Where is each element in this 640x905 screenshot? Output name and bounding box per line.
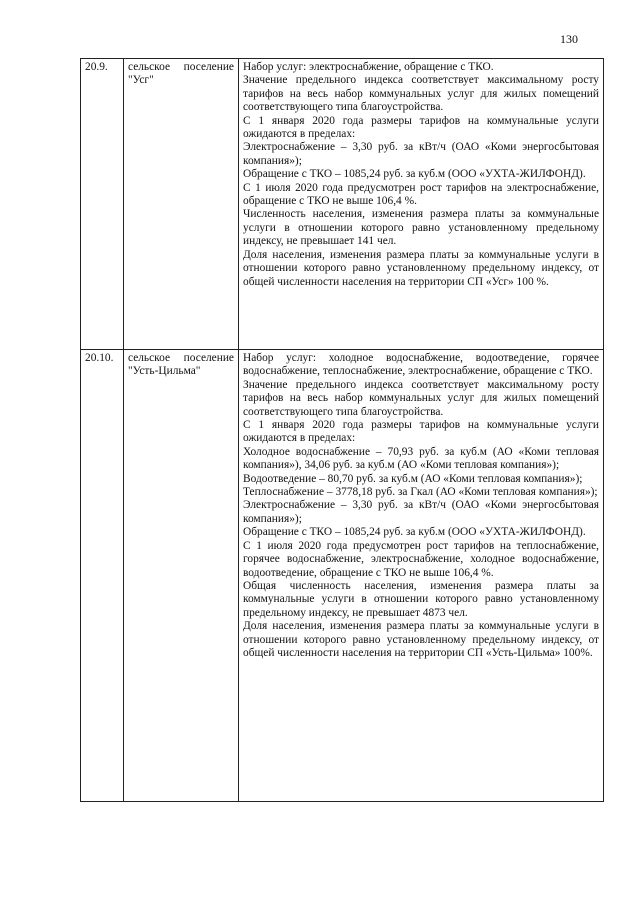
paragraph: Водоотведение – 80,70 руб. за куб.м (АО «Коми тепловая компания»); <box>243 472 583 485</box>
paragraph: Набор услуг: электроснабжение, обращение с ТКО. <box>243 61 494 73</box>
tariff-table <box>80 58 604 802</box>
paragraph: Обращение с ТКО – 1085,24 руб. за куб.м (ООО «УХТА-ЖИЛФОНД). <box>243 526 586 539</box>
paragraph: Численность населения, изменения размера платы за коммунальные услуги в отношении которого равно установленному предельному индексу, не превышает 141 чел. <box>243 208 599 248</box>
paragraph: Общая численность населения, изменения размера платы за коммунальные услуги в отношении которого равно установленному предельному индексу, не превышает 4873 чел. <box>243 579 599 619</box>
table-row <box>81 350 604 802</box>
paragraph: Значение предельного индекса соответствует максимальному росту тарифов на весь набор коммунальных услуг для жилых помещений соответствующего типа благоустройства. <box>243 74 599 114</box>
paragraph: С 1 июля 2020 года предусмотрен рост тарифов на теплоснабжение, горячее водоснабжение, электроснабжение, холодное водоснабжение, водоотведение, обращение с ТКО не выше 106,4 %. <box>243 539 599 579</box>
settlement-name: сельское поселение "Усть-Цильма" <box>124 350 239 802</box>
paragraph: Теплоснабжение – 3778,18 руб. за Гкал (АО «Коми тепловая компания»); <box>243 486 598 499</box>
paragraph: Значение предельного индекса соответствует максимальному росту тарифов на весь набор коммунальных услуг для жилых помещений соответствующего типа благоустройства. <box>243 378 599 418</box>
paragraph: Электроснабжение – 3,30 руб. за кВт/ч (ОАО «Коми энергосбытовая компания»); <box>243 499 599 525</box>
paragraph: Доля населения, изменения размера платы за коммунальные услуги в отношении которого равно установленному предельному индексу, от общей численности населения на территории СП «Усг» 100 %. <box>243 248 599 288</box>
tariff-description <box>239 350 604 802</box>
paragraph: С 1 января 2020 года размеры тарифов на коммунальные услуги ожидаются в пределах: <box>243 419 599 445</box>
paragraph: Электроснабжение – 3,30 руб. за кВт/ч (ОАО «Коми энергосбытовая компания»); <box>243 141 599 167</box>
paragraph: Набор услуг: холодное водоснабжение, водоотведение, горячее водоснабжение, теплоснабжение, электроснабжение, обращение с ТКО. <box>243 352 599 378</box>
paragraph: Обращение с ТКО – 1085,24 руб. за куб.м (ООО «УХТА-ЖИЛФОНД). <box>243 168 586 181</box>
row-number: 20.10. <box>81 350 124 802</box>
table-row <box>81 59 604 350</box>
paragraph: Холодное водоснабжение – 70,93 руб. за куб.м (АО «Коми тепловая компания»), 34,06 руб. за куб.м (АО «Коми тепловая компания»); <box>243 445 599 472</box>
paragraph: Доля населения, изменения размера платы за коммунальные услуги в отношении которого равно установленному предельному индексу, от общей численности населения на территории СП «Усть-Цильма» 100%. <box>243 620 599 659</box>
page-number: 130 <box>560 32 578 46</box>
tariff-description <box>239 59 604 350</box>
settlement-name: сельское поселение "Усг" <box>124 59 239 350</box>
paragraph: С 1 июля 2020 года предусмотрен рост тарифов на электроснабжение, обращение с ТКО не выше 106,4 %. <box>243 181 599 208</box>
paragraph: С 1 января 2020 года размеры тарифов на коммунальные услуги ожидаются в пределах: <box>243 114 599 141</box>
row-number: 20.9. <box>81 59 124 350</box>
